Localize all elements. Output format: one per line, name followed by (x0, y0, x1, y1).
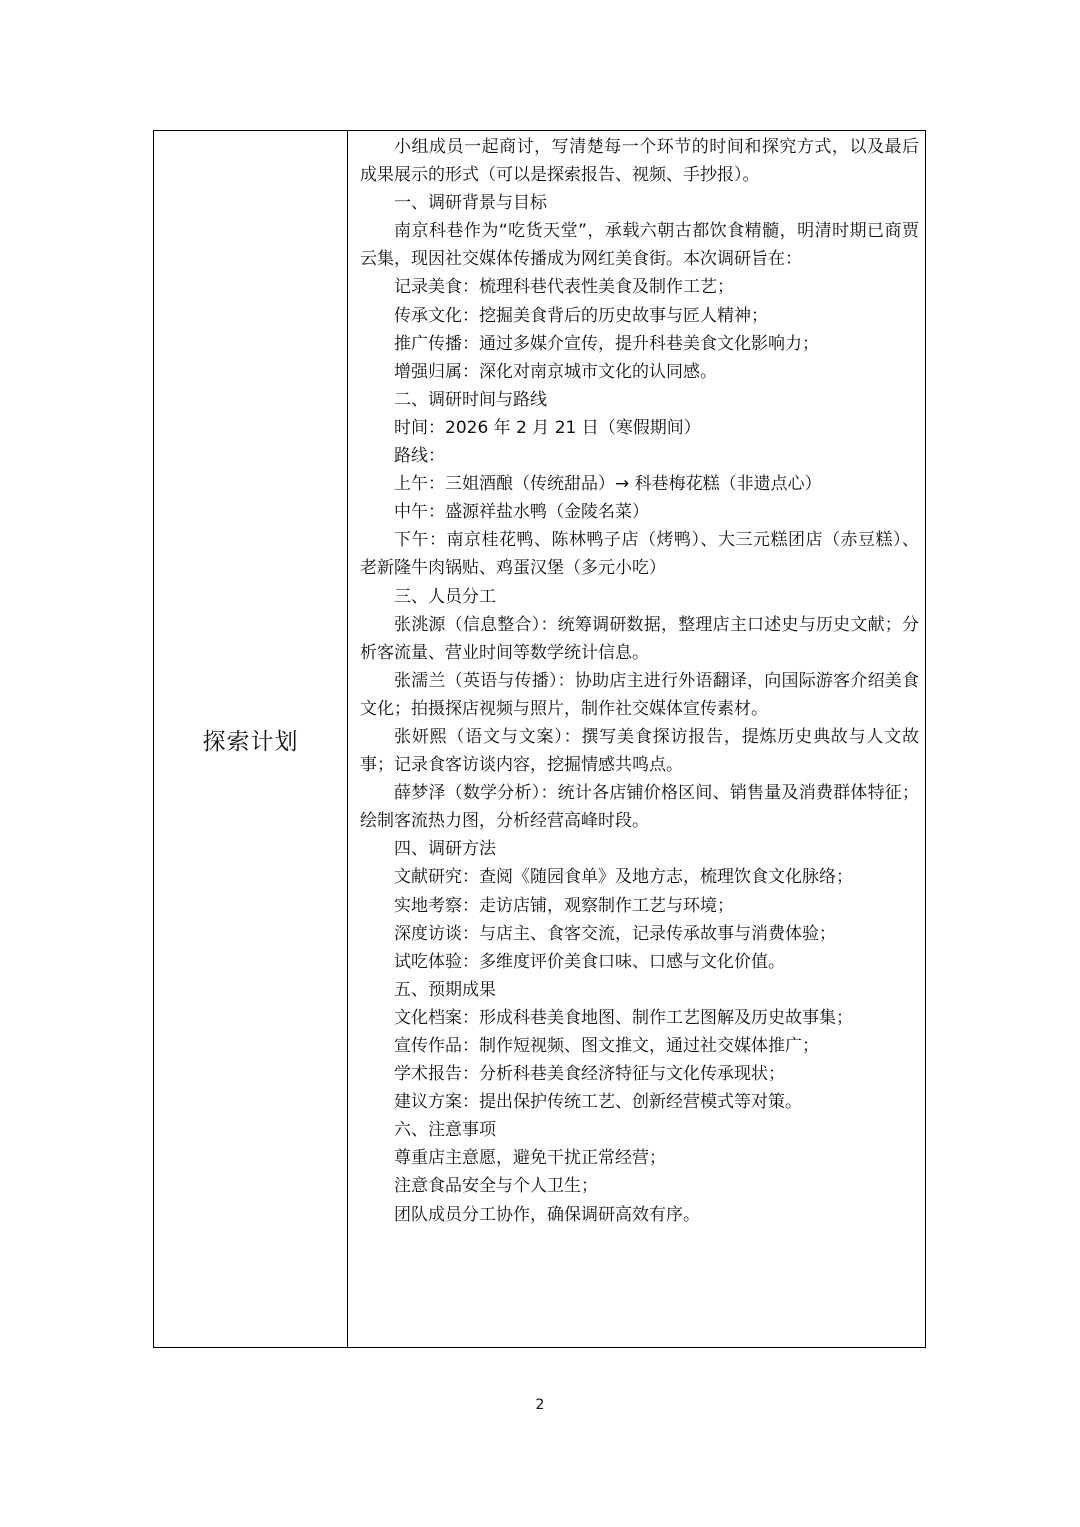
paragraph: 试吃体验：多维度评价美食口味、口感与文化价值。 (394, 951, 785, 972)
paragraph: 薛梦泽（数学分析）：统计各店铺价格区间、销售量及消费群体特征；绘制客流热力图，分析经营高峰时段。 (360, 783, 919, 832)
paragraph: 实地考察：走访店铺，观察制作工艺与环境； (394, 895, 734, 916)
section-heading: 六、注意事项 (394, 1120, 496, 1141)
page-number: 2 (535, 1397, 545, 1413)
paragraph: 南京科巷作为“吃货天堂”，承载六朝古都饮食精髓，明清时期已商贾云集，现因社交媒体传播成为网红美食街。本次调研旨在： (360, 221, 919, 270)
paragraph: 张濡兰（英语与传播）：协助店主进行外语翻译，向国际游客介绍美食文化；拍摄探店视频与照片，制作社交媒体宣传素材。 (360, 670, 919, 719)
paragraph: 推广传播：通过多媒介宣传，提升科巷美食文化影响力； (394, 333, 819, 354)
paragraph: 张洮源（信息整合）：统筹调研数据，整理店主口述史与历史文献；分析客流量、营业时间等数学统计信息。 (360, 614, 919, 663)
paragraph: 增强归属：深化对南京城市文化的认同感。 (394, 361, 717, 382)
paragraph: 宣传作品：制作短视频、图文推文，通过社交媒体推广； (394, 1036, 819, 1056)
section-heading: 二、调研时间与路线 (394, 389, 547, 410)
paragraph: 深度访谈：与店主、食客交流，记录传承故事与消费体验； (394, 923, 836, 944)
paragraph: 张妍熙（语文与文案）：撰写美食探访报告，提炼历史典故与人文故事；记录食客访谈内容，挖掘情感共鸣点。 (360, 726, 919, 776)
paragraph: 尊重店主意愿，避免干扰正常经营； (394, 1148, 666, 1169)
paragraph: 下午：南京桂花鸭、陈林鸭子店（烤鸭）、大三元糕团店（赤豆糕）、老新隆牛肉锅贴、鸡蛋汉堡（多元小吃） (360, 530, 919, 579)
section-heading: 四、调研方法 (394, 839, 496, 860)
intro-paragraph: 小组成员一起商讨，写清楚每一个环节的时间和探究方式，以及最后成果展示的形式（可以是探索报告、视频、手抄报）。 (360, 137, 919, 186)
plan-content (348, 131, 927, 1229)
plan-table (153, 130, 926, 1348)
paragraph: 上午：三姐酒酿（传统甜品）→ 科巷梅花糕（非遗点心） (394, 474, 822, 495)
paragraph: 路线： (394, 446, 445, 467)
section-heading: 五、预期成果 (394, 979, 496, 1000)
paragraph: 文献研究：查阅《随园食单》及地方志，梳理饮食文化脉络； (394, 867, 853, 888)
paragraph: 传承文化：挖掘美食背后的历史故事与匠人精神； (394, 305, 768, 326)
paragraph: 文化档案：形成科巷美食地图、制作工艺图解及历史故事集； (394, 1007, 853, 1028)
paragraph: 注意食品安全与个人卫生； (394, 1176, 598, 1197)
paragraph: 建议方案：提出保护传统工艺、创新经营模式等对策。 (394, 1092, 802, 1113)
paragraph: 学术报告：分析科巷美食经济特征与文化传承现状； (394, 1064, 785, 1085)
paragraph: 记录美食：梳理科巷代表性美食及制作工艺； (394, 277, 734, 298)
section-heading: 一、调研背景与目标 (394, 193, 547, 214)
paragraph: 时间：2026 年 2 月 21 日（寒假期间） (394, 417, 701, 438)
row-label: 探索计划 (202, 728, 299, 755)
paragraph: 中午：盛源祥盐水鸭（金陵名菜） (394, 502, 649, 523)
paragraph: 团队成员分工协作，确保调研高效有序。 (394, 1204, 700, 1225)
section-heading: 三、人员分工 (394, 586, 496, 607)
